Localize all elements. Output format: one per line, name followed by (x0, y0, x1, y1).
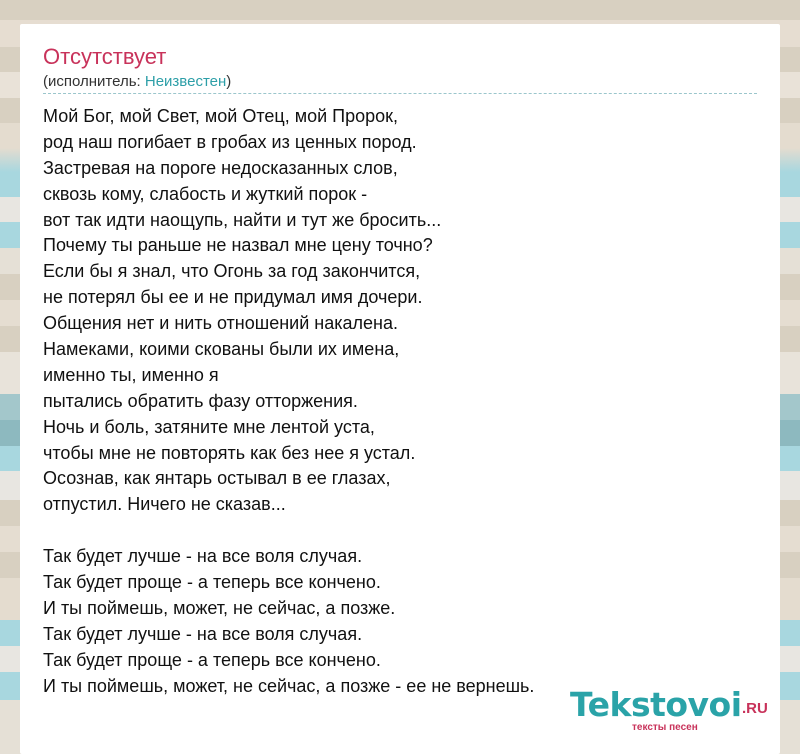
lyric-line: не потерял бы ее и не придумал имя дочери. (43, 287, 423, 308)
lyric-line: сквозь кому, слабость и жуткий порок - (43, 183, 368, 204)
artist-line (43, 72, 231, 92)
lyric-line: Так будет проще - а теперь все кончено. (43, 572, 381, 593)
lyric-line: Если бы я знал, что Огонь за год закончится, (43, 261, 421, 282)
lyrics-text (43, 104, 763, 699)
logo-tld: .RU (742, 700, 768, 717)
lyrics-card (20, 24, 780, 754)
logo-tagline: тексты песен (632, 722, 698, 733)
lyric-line: отпустил. Ничего не сказав... (43, 494, 286, 515)
artist-prefix: (исполнитель: (43, 73, 145, 90)
lyric-line: род наш погибает в гробах из ценных пород. (43, 131, 417, 152)
song-title: Отсутствует (43, 44, 167, 69)
lyric-line: И ты поймешь, может, не сейчас, а позже. (43, 597, 396, 618)
lyric-line: именно ты, именно я (43, 364, 219, 385)
lyric-line: Почему ты раньше не назвал мне цену точно? (43, 235, 433, 256)
lyric-line: чтобы мне не повторять как без нее я устал. (43, 442, 416, 463)
lyric-line: Общения нет и нить отношений накалена. (43, 313, 398, 334)
divider (43, 93, 757, 94)
site-logo[interactable] (570, 686, 775, 734)
lyric-blank-line (43, 518, 763, 544)
lyric-line: Намеками, коими скованы были их имена, (43, 339, 400, 360)
artist-link[interactable]: Неизвестен (144, 73, 227, 90)
lyric-line: Так будет проще - а теперь все кончено. (43, 649, 381, 670)
lyric-line: Ночь и боль, затяните мне лентой уста, (43, 416, 375, 437)
lyric-line: И ты поймешь, может, не сейчас, а позже - ее не вернешь. (43, 675, 535, 696)
lyric-line: вот так идти наощупь, найти и тут же бросить... (43, 209, 442, 230)
lyric-line: Осознав, как янтарь остывал в ее глазах, (43, 468, 391, 489)
lyric-line: Мой Бог, мой Свет, мой Отец, мой Пророк, (43, 106, 399, 126)
lyric-line: Так будет лучше - на все воля случая. (43, 546, 363, 567)
artist-suffix: ) (226, 73, 232, 90)
lyric-line: Застревая на пороге недосказанных слов, (43, 157, 398, 178)
lyric-line: Так будет лучше - на все воля случая. (43, 623, 363, 644)
lyric-line: пытались обратить фазу отторжения. (43, 390, 358, 411)
logo-brand: Tekstovoi (570, 685, 742, 724)
